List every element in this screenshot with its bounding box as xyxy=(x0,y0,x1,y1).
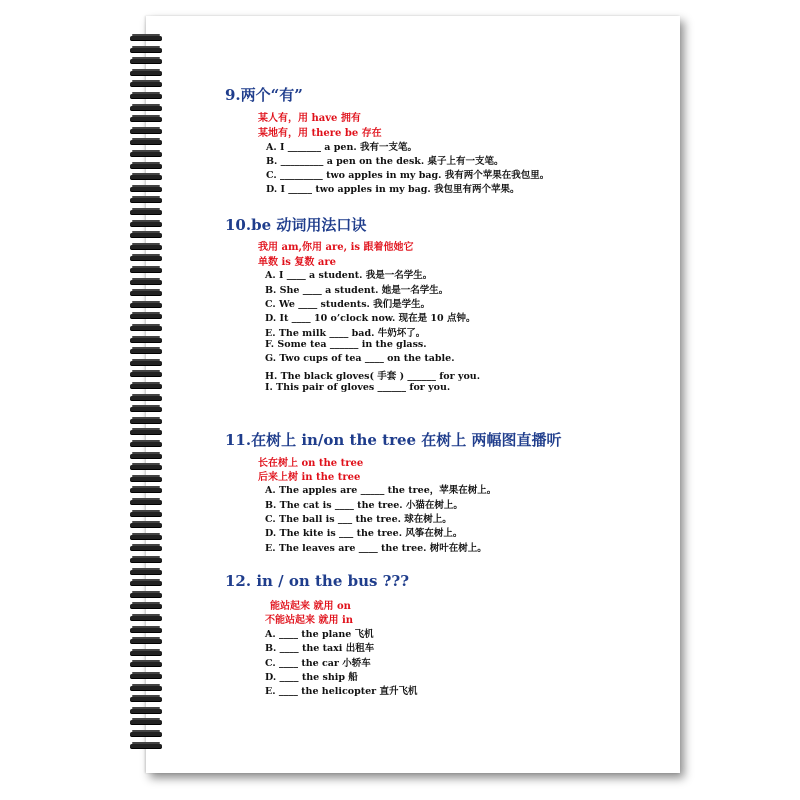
spiral-coil xyxy=(128,46,166,54)
section-11-item-c: C. The ball is ___ the tree. 球在树上。 xyxy=(265,514,452,525)
section-9-item-d: D. I _____ two apples in my bag. 我包里有两个苹果。 xyxy=(266,184,520,195)
section-11-title: 11.在树上 in/on the tree 在树上 两幅图直播听 xyxy=(225,431,562,449)
spiral-coil xyxy=(128,556,166,564)
section-12-rule-1: 能站起来 就用 on xyxy=(270,601,351,612)
section-10-rule-1: 我用 am,你用 are, is 跟着他她它 xyxy=(258,242,414,253)
spiral-coil xyxy=(128,359,166,367)
section-9-item-a: A. I _______ a pen. 我有一支笔。 xyxy=(266,142,417,153)
spiral-coil xyxy=(128,510,166,518)
spiral-coil xyxy=(128,521,166,529)
spiral-coil xyxy=(128,591,166,599)
spiral-coil xyxy=(128,185,166,193)
spiral-coil xyxy=(128,463,166,471)
spiral-coil xyxy=(128,649,166,657)
spiral-coil xyxy=(128,672,166,680)
spiral-coil xyxy=(128,301,166,309)
section-12-rule-2: 不能站起来 就用 in xyxy=(265,615,354,626)
spiral-coil xyxy=(128,336,166,344)
section-9-rule-1: 某人有，用 have 拥有 xyxy=(258,113,361,124)
section-12-item-e: E. ____ the helicopter 直升飞机 xyxy=(265,686,418,697)
spiral-coil xyxy=(128,394,166,402)
section-9-item-b: B. _________ a pen on the desk. 桌子上有一支笔。 xyxy=(266,156,504,167)
section-10-item-h: H. The black gloves( 手套 ) ______ for you. xyxy=(265,371,481,382)
spiral-coil xyxy=(128,162,166,170)
section-10-item-g: G. Two cups of tea ____ on the table. xyxy=(265,353,455,364)
spiral-coil xyxy=(128,278,166,286)
section-10-item-c: C. We ____ students. 我们是学生。 xyxy=(265,299,431,310)
spiral-coil xyxy=(128,498,166,506)
spiral-coil xyxy=(128,579,166,587)
spiral-coil xyxy=(128,730,166,738)
spiral-coil xyxy=(128,718,166,726)
section-12-title: 12. in / on the bus ??? xyxy=(225,572,410,590)
section-11-item-e: E. The leaves are ____ the tree. 树叶在树上。 xyxy=(265,543,487,554)
spiral-coil xyxy=(128,231,166,239)
spiral-coil xyxy=(128,92,166,100)
spiral-coil xyxy=(128,626,166,634)
spiral-coil xyxy=(128,405,166,413)
spiral-coil xyxy=(128,138,166,146)
spiral-coil xyxy=(128,660,166,668)
spiral-coil xyxy=(128,324,166,332)
spiral-coil xyxy=(128,127,166,135)
spiral-binding xyxy=(128,34,168,764)
section-11-item-b: B. The cat is ____ the tree. 小猫在树上。 xyxy=(265,500,463,511)
spiral-coil xyxy=(128,602,166,610)
section-12-item-b: B. ____ the taxi 出租车 xyxy=(265,643,375,654)
spiral-coil xyxy=(128,382,166,390)
spiral-coil xyxy=(128,289,166,297)
spiral-coil xyxy=(128,173,166,181)
section-9-item-c: C. _________ two apples in my bag. 我有两个苹果在我包里。 xyxy=(266,170,550,181)
section-10-item-b: B. She ____ a student. 她是一名学生。 xyxy=(265,285,449,296)
spiral-coil xyxy=(128,254,166,262)
spiral-coil xyxy=(128,266,166,274)
section-9-rule-2: 某地有，用 there be 存在 xyxy=(258,128,382,139)
spiral-coil xyxy=(128,34,166,42)
spiral-coil xyxy=(128,80,166,88)
spiral-coil xyxy=(128,417,166,425)
spiral-coil xyxy=(128,347,166,355)
section-10-item-a: A. I ____ a student. 我是一名学生。 xyxy=(265,270,433,281)
spiral-coil xyxy=(128,614,166,622)
section-10-item-f: F. Some tea ______ in the glass. xyxy=(265,339,427,350)
spiral-coil xyxy=(128,475,166,483)
spiral-coil xyxy=(128,695,166,703)
section-10-title: 10.be 动词用法口诀 xyxy=(225,216,367,234)
spiral-coil xyxy=(128,208,166,216)
spiral-coil xyxy=(128,684,166,692)
spiral-coil xyxy=(128,104,166,112)
spiral-coil xyxy=(128,220,166,228)
section-11-rule-1: 长在树上 on the tree xyxy=(258,458,364,469)
spiral-coil xyxy=(128,440,166,448)
spiral-coil xyxy=(128,707,166,715)
section-10-item-e: E. The milk ____ bad. 牛奶坏了。 xyxy=(265,328,426,339)
spiral-coil xyxy=(128,243,166,251)
spiral-coil xyxy=(128,196,166,204)
section-10-item-d: D. It ____ 10 o’clock now. 现在是 10 点钟。 xyxy=(265,313,476,324)
spiral-coil xyxy=(128,486,166,494)
spiral-coil xyxy=(128,150,166,158)
spiral-coil xyxy=(128,69,166,77)
spiral-coil xyxy=(128,742,166,750)
spiral-coil xyxy=(128,57,166,65)
spiral-coil xyxy=(128,115,166,123)
section-11-rule-2: 后来上树 in the tree xyxy=(258,472,361,483)
spiral-coil xyxy=(128,370,166,378)
notebook-page xyxy=(146,16,680,773)
section-11-item-a: A. The apples are _____ the tree，苹果在树上。 xyxy=(265,485,497,496)
spiral-coil xyxy=(128,637,166,645)
section-12-item-c: C. ____ the car 小轿车 xyxy=(265,658,371,669)
section-12-item-d: D. ____ the ship 船 xyxy=(265,672,358,683)
spiral-coil xyxy=(128,428,166,436)
section-10-item-i: I. This pair of gloves ______ for you. xyxy=(265,382,451,393)
spiral-coil xyxy=(128,568,166,576)
spiral-coil xyxy=(128,544,166,552)
section-10-rule-2: 单数 is 复数 are xyxy=(258,257,336,268)
spiral-coil xyxy=(128,312,166,320)
spiral-coil xyxy=(128,533,166,541)
section-11-item-d: D. The kite is ___ the tree. 风筝在树上。 xyxy=(265,528,463,539)
spiral-coil xyxy=(128,452,166,460)
section-9-title: 9.两个“有” xyxy=(225,86,303,104)
section-12-item-a: A. ____ the plane 飞机 xyxy=(265,629,374,640)
